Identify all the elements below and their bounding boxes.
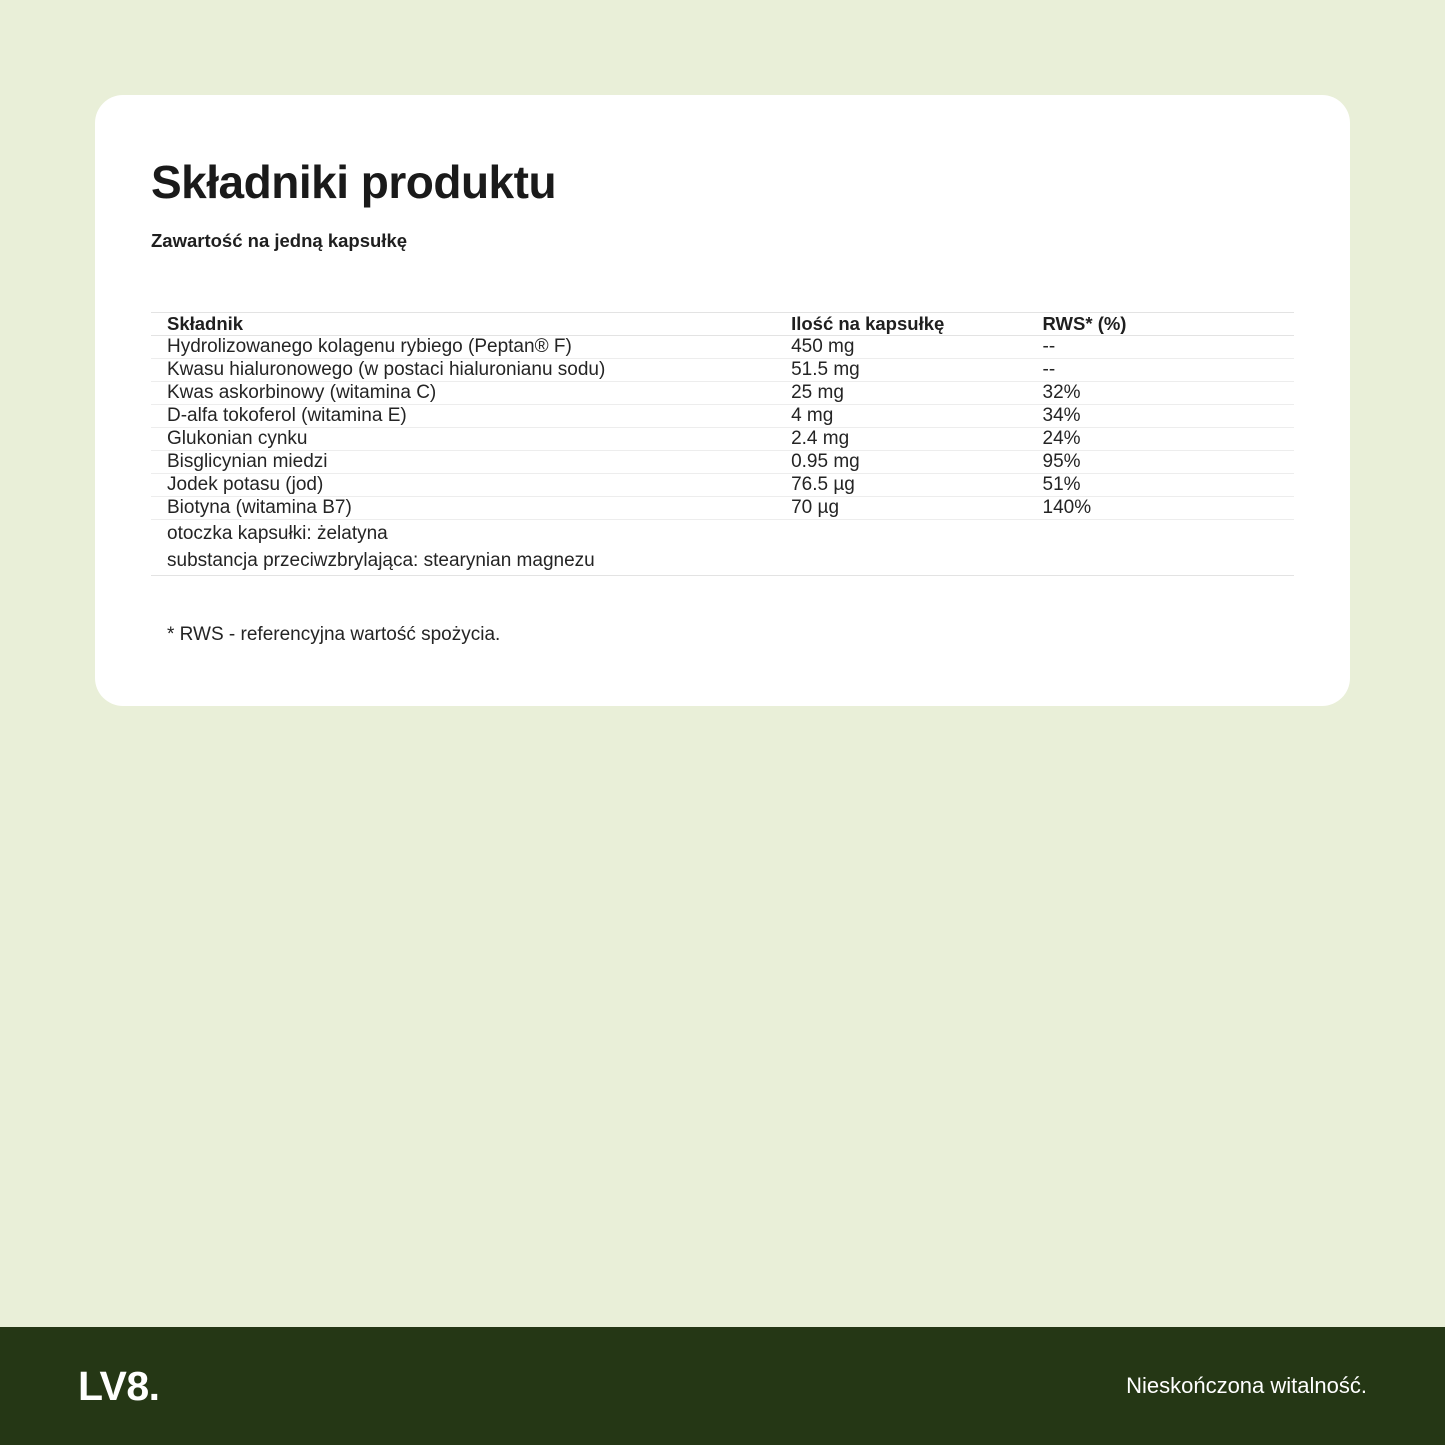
page-footer <box>0 1327 1445 1445</box>
table-row <box>151 450 1294 473</box>
cell-ingredient-rws: 34% <box>1043 404 1294 427</box>
table-row <box>151 404 1294 427</box>
cell-ingredient-amount: 25 mg <box>791 381 1042 404</box>
cell-ingredient-amount: 51.5 mg <box>791 358 1042 381</box>
table-row <box>151 358 1294 381</box>
other-ingredients-line-2: substancja przeciwzbrylająca: stearynian magnezu <box>167 550 595 572</box>
cell-ingredient-amount: 0.95 mg <box>791 450 1042 473</box>
table-row <box>151 381 1294 404</box>
table-row <box>151 335 1294 358</box>
cell-ingredient-rws: -- <box>1043 335 1294 358</box>
cell-ingredient-amount: 2.4 mg <box>791 427 1042 450</box>
column-header-ingredient: Składnik <box>151 312 791 335</box>
cell-ingredient-name: Bisglicynian miedzi <box>151 450 791 473</box>
table-header-row <box>151 312 1294 335</box>
cell-ingredient-rws: 95% <box>1043 450 1294 473</box>
card-subtitle: Zawartość na jedną kapsułkę <box>151 229 408 251</box>
cell-ingredient-name: Kwasu hialuronowego (w postaci hialuronianu sodu) <box>151 358 791 381</box>
cell-ingredient-amount: 450 mg <box>791 335 1042 358</box>
other-ingredients-row <box>151 519 1294 575</box>
table-row <box>151 473 1294 496</box>
cell-ingredient-name: Biotyna (witamina B7) <box>151 496 791 519</box>
cell-ingredient-amount: 70 µg <box>791 496 1042 519</box>
rws-footnote: * RWS - referencyjna wartość spożycia. <box>167 623 501 645</box>
cell-ingredient-name: Hydrolizowanego kolagenu rybiego (Peptan® F) <box>151 335 791 358</box>
table-row <box>151 496 1294 519</box>
cell-ingredient-amount: 4 mg <box>791 404 1042 427</box>
table-header <box>151 312 1294 335</box>
page-title: Składniki produktu <box>151 156 557 208</box>
cell-ingredient-name: Glukonian cynku <box>151 427 791 450</box>
table-body <box>151 335 1294 575</box>
cell-ingredient-name: Jodek potasu (jod) <box>151 473 791 496</box>
footer-tagline: Nieskończona witalność. <box>1126 1373 1367 1398</box>
cell-ingredient-name: Kwas askorbinowy (witamina C) <box>151 381 791 404</box>
cell-ingredient-name: D-alfa tokoferol (witamina E) <box>151 404 791 427</box>
cell-ingredient-rws: 32% <box>1043 381 1294 404</box>
other-ingredients-line-1: otoczka kapsułki: żelatyna <box>167 522 388 544</box>
other-ingredients-cell <box>151 519 1294 575</box>
cell-ingredient-rws: -- <box>1043 358 1294 381</box>
cell-ingredient-rws: 140% <box>1043 496 1294 519</box>
cell-ingredient-rws: 24% <box>1043 427 1294 450</box>
cell-ingredient-amount: 76.5 µg <box>791 473 1042 496</box>
cell-ingredient-rws: 51% <box>1043 473 1294 496</box>
brand-logo: LV8. <box>78 1362 160 1409</box>
column-header-rws: RWS* (%) <box>1043 312 1294 335</box>
column-header-amount: Ilość na kapsułkę <box>791 312 1042 335</box>
table-row <box>151 427 1294 450</box>
ingredients-card <box>95 95 1350 706</box>
ingredients-table <box>151 312 1294 576</box>
